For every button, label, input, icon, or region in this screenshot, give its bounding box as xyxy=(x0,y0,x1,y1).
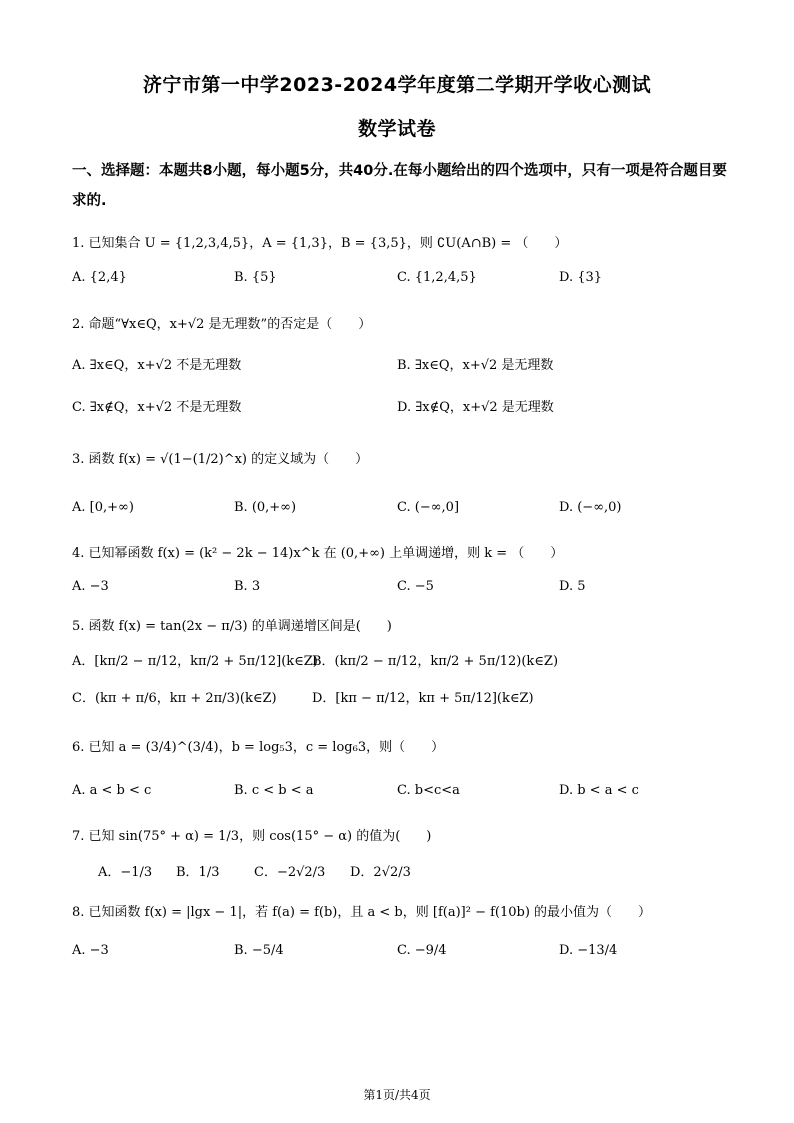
question-2-option-a: A. ∃x∈Q，x+√2 不是无理数 xyxy=(72,358,242,373)
exam-title: 济宁市第一中学2023-2024学年度第二学期开学收心测试 xyxy=(142,74,652,96)
question-8-option-c: C. −9/4 xyxy=(397,943,447,958)
question-1-option-d: D. {3} xyxy=(559,270,603,285)
page-number: 第1页/共4页 xyxy=(363,1088,431,1102)
question-7-option-d: D．2√2/3 xyxy=(350,865,411,880)
question-7-option-b: B．1/3 xyxy=(176,865,220,880)
question-5-option-d: D．[kπ − π/12，kπ + 5π/12](k∈Z) xyxy=(312,691,534,706)
question-4-option-d: D. 5 xyxy=(559,579,586,594)
question-4-stem: 4. 已知幂函数 f(x) = (k² − 2k − 14)x^k 在 (0,+∞) 上单调递增，则 k = （ ） xyxy=(72,546,564,561)
question-8-option-d: D. −13/4 xyxy=(559,943,618,958)
question-7-stem: 7. 已知 sin(75° + α) = 1/3，则 cos(15° − α) 的值为( ) xyxy=(72,829,432,844)
question-5-option-b: B．(kπ/2 − π/12，kπ/2 + 5π/12)(k∈Z) xyxy=(312,654,559,669)
exam-subtitle: 数学试卷 xyxy=(357,118,436,140)
question-7-option-a: A．−1/3 xyxy=(98,865,153,880)
question-3-option-a: A. [0,+∞) xyxy=(72,500,134,515)
section-heading: 一、选择题：本题共8小题，每小题5分，共40分.在每小题给出的四个选项中，只有一项是符合题目要求的. xyxy=(72,163,727,209)
question-8-stem: 8. 已知函数 f(x) = |lgx − 1|，若 f(a) = f(b)，且 a < b，则 [f(a)]² − f(10b) 的最小值为（ ） xyxy=(72,905,652,920)
question-2-option-b: B. ∃x∈Q，x+√2 是无理数 xyxy=(397,358,554,373)
question-8-option-a: A. −3 xyxy=(72,943,109,958)
question-3-option-c: C. (−∞,0] xyxy=(397,500,460,515)
question-1-option-a: A. {2,4} xyxy=(72,270,127,285)
question-3-option-d: D. (−∞,0) xyxy=(559,500,622,515)
question-6-stem: 6. 已知 a = (3/4)^(3/4)，b = log₅3，c = log₆3，则（ ） xyxy=(72,740,445,755)
question-3-option-b: B. (0,+∞) xyxy=(234,500,297,515)
question-4-option-a: A. −3 xyxy=(72,579,109,594)
question-5-stem: 5. 函数 f(x) = tan(2x − π/3) 的单调递增区间是( ) xyxy=(72,619,392,634)
question-1-option-b: B. {5} xyxy=(234,270,277,285)
question-6-option-c: C. b<c<a xyxy=(397,783,460,798)
question-2-option-c: C. ∃x∉Q，x+√2 不是无理数 xyxy=(72,400,242,415)
question-5-option-a: A．[kπ/2 − π/12，kπ/2 + 5π/12](k∈Z) xyxy=(72,654,318,669)
question-4-option-c: C. −5 xyxy=(397,579,434,594)
question-6-option-d: D. b < a < c xyxy=(559,783,639,798)
question-2-option-d: D. ∃x∉Q，x+√2 是无理数 xyxy=(397,400,554,415)
question-1-option-c: C. {1,2,4,5} xyxy=(397,270,477,285)
question-1-stem: 1. 已知集合 U = {1,2,3,4,5}，A = {1,3}，B = {3,5}，则 ∁U(A∩B) = （ ） xyxy=(72,236,568,251)
question-4-option-b: B. 3 xyxy=(234,579,261,594)
question-3-stem: 3. 函数 f(x) = √(1−(1/2)^x) 的定义域为（ ） xyxy=(72,452,369,467)
question-7-option-c: C．−2√2/3 xyxy=(254,865,326,880)
question-5-option-c: C．(kπ + π/6，kπ + 2π/3)(k∈Z) xyxy=(72,691,277,706)
question-8-option-b: B. −5/4 xyxy=(234,943,284,958)
question-6-option-a: A. a < b < c xyxy=(72,783,152,798)
question-6-option-b: B. c < b < a xyxy=(234,783,314,798)
question-2-stem: 2. 命题“∀x∈Q，x+√2 是无理数”的否定是（ ） xyxy=(72,317,372,332)
